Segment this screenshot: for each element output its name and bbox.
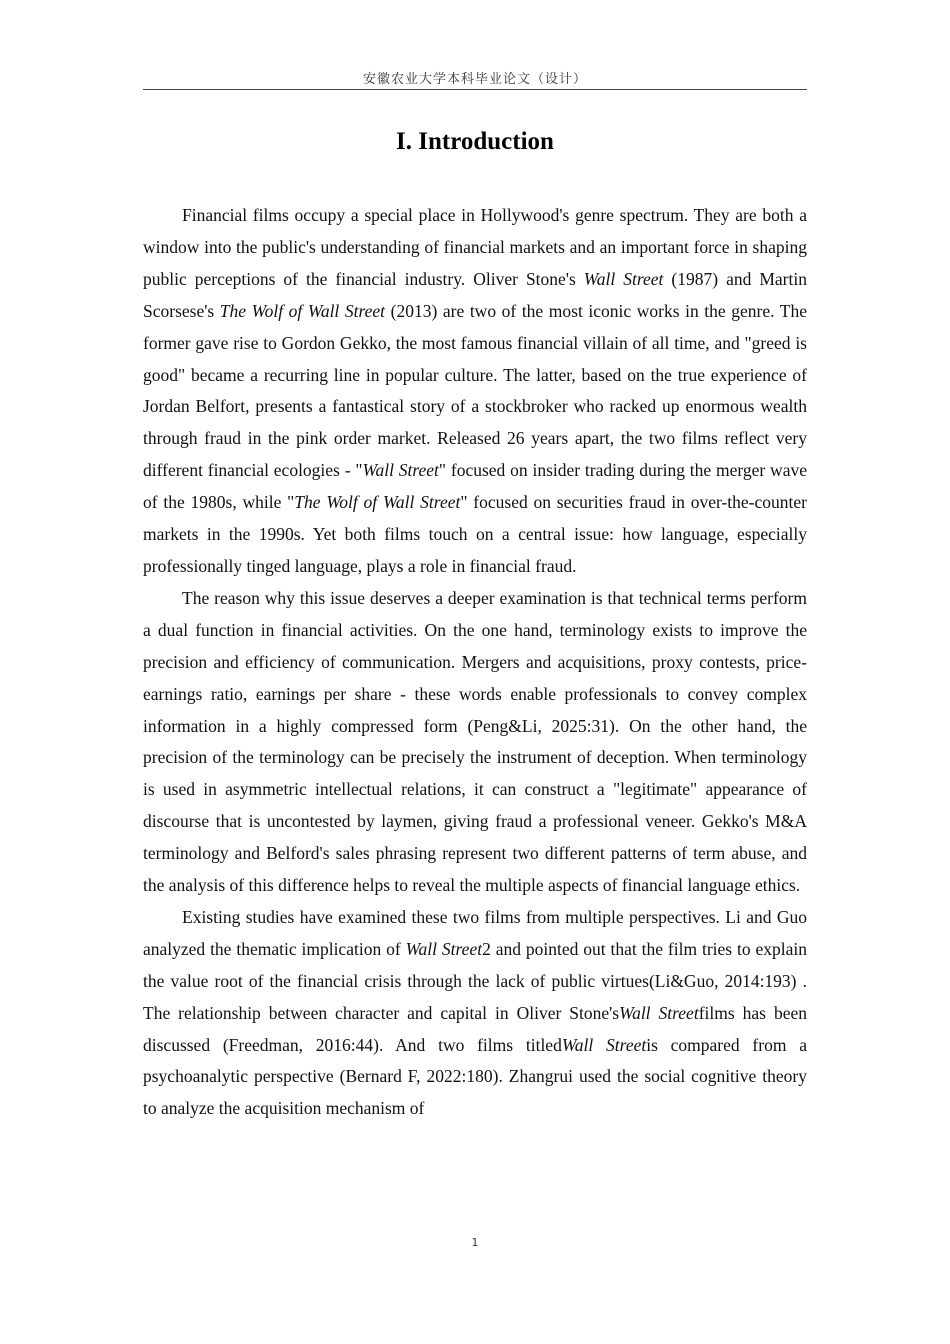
text-run: (1987) and Martin Scorsese's bbox=[143, 268, 807, 321]
text-run: Existing studies have examined these two films from multiple perspectives. Li and Guo analyzed the thematic implication of bbox=[143, 906, 807, 959]
italic-title: Wall Street bbox=[619, 1002, 699, 1023]
text-run: Financial films occupy a special place in Hollywood's genre spectrum. They are both a window into the public's understanding of financial markets and an important force in shaping public perceptions of the financial industry. Oliver Stone's bbox=[143, 205, 807, 289]
italic-title: Wall Street bbox=[362, 460, 439, 481]
header-divider bbox=[143, 89, 807, 90]
italic-title: Wall Street bbox=[561, 1034, 647, 1055]
running-header: 安徽农业大学本科毕业论文（设计） bbox=[362, 72, 587, 87]
italic-title: Wall Street bbox=[405, 938, 483, 959]
text-run: " focused on securities fraud in over-the-counter markets in the 1990s. Yet both films touch on a central issue: how language, especially professionally tinged language, plays a role in financial fraud. bbox=[143, 492, 807, 576]
text-run: " focused on insider trading during the merger wave of the 1980s, while " bbox=[143, 460, 807, 513]
text-run: 2 and pointed out that the film tries to explain the value root of the financial crisis through the lack of public virtues(Li&Guo, 2014:193) . The relationship between character and capital in Oliver Stone's bbox=[143, 938, 807, 1023]
paragraph-2 bbox=[143, 583, 807, 902]
paragraph-3 bbox=[143, 902, 807, 1125]
section-title: I. Introduction bbox=[396, 128, 554, 155]
page-number: 1 bbox=[471, 1236, 479, 1249]
text-run: films has been discussed (Freedman, 2016:44). And two films titled bbox=[143, 1002, 807, 1055]
text-run: is compared from a psychoanalytic perspective (Bernard F, 2022:180). Zhangrui used the social cognitive theory to analyze the acquisition mechanism of bbox=[143, 1034, 807, 1119]
italic-title: The Wolf of Wall Street bbox=[219, 300, 386, 321]
text-run: The reason why this issue deserves a deeper examination is that technical terms perform a dual function in financial activities. On the one hand, terminology exists to improve the precision and efficiency of communication. Mergers and acquisitions, proxy contests, price-earnings ratio, earnings per share - these words enable professionals to convey complex information in a highly compressed form (Peng&Li, 2025:31). On the other hand, the precision of the terminology can be precisely the instrument of deception. When terminology is used in asymmetric intellectual relations, it can construct a "legitimate" appearance of discourse that is uncontested by laymen, giving fraud a professional veneer. Gekko's M&A terminology and Belford's sales phrasing represent two different patterns of term abuse, and the analysis of this difference helps to reveal the multiple aspects of financial language ethics. bbox=[143, 587, 807, 896]
italic-title: Wall Street bbox=[583, 268, 664, 289]
body-text bbox=[143, 200, 807, 1125]
italic-title: The Wolf of Wall Street bbox=[294, 492, 461, 513]
text-run: (2013) are two of the most iconic works in the genre. The former gave rise to Gordon Gekko, the most famous financial villain of all time, and "greed is good" became a recurring line in popular culture. The latter, based on the true experience of Jordan Belfort, presents a fantastical story of a stockbroker who racked up enormous wealth through fraud in the pink order market. Released 26 years apart, the two films reflect very different financial ecologies - " bbox=[143, 300, 807, 481]
paragraph-1 bbox=[143, 200, 807, 583]
